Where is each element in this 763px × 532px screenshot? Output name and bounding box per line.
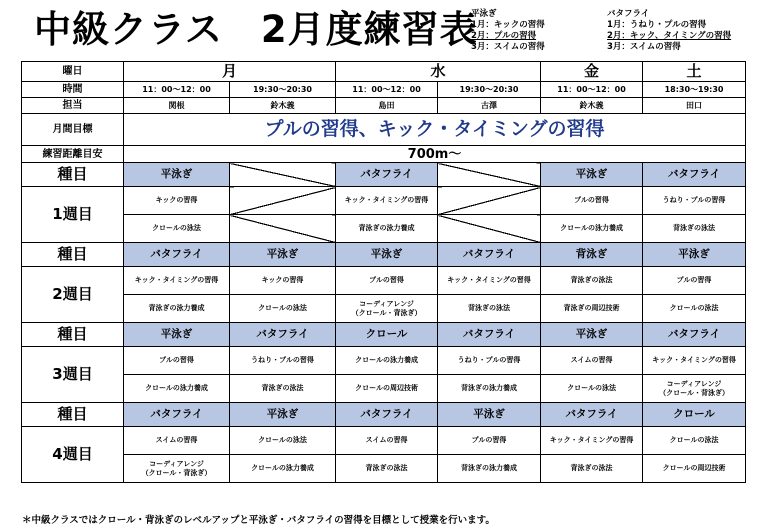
day-saturday: 土: [643, 62, 746, 82]
schedule-table: [21, 61, 746, 483]
practice-cell: クロールの泳力養成: [230, 455, 336, 483]
practice-cell: 背泳ぎの泳力養成: [438, 375, 541, 403]
staff-cell: 田口: [643, 98, 746, 114]
practice-cell: クロールの泳力養成: [124, 375, 230, 403]
practice-cell: 背泳ぎの周辺技術: [541, 295, 643, 323]
practice-cell: 背泳ぎの泳力養成: [438, 455, 541, 483]
practice-cell: キックの習得: [124, 187, 230, 215]
practice-cell: クロールの周辺技術: [336, 375, 438, 403]
stroke-cell: 平泳ぎ: [230, 243, 336, 267]
practice-cell: うねり・プルの習得: [643, 187, 746, 215]
practice-cell: 背泳ぎの泳法: [541, 455, 643, 483]
breaststroke-goals: [471, 9, 545, 53]
practice-cell: クロールの泳力養成: [541, 215, 643, 243]
stroke-cell: バタフライ: [643, 323, 746, 347]
practice-cell: うねり・プルの習得: [230, 347, 336, 375]
practice-cell: 背泳ぎの泳法: [336, 455, 438, 483]
practice-cell: 背泳ぎの泳法: [643, 215, 746, 243]
stroke-cell: バタフライ: [336, 163, 438, 187]
staff-cell: 島田: [336, 98, 438, 114]
practice-cell: キックの習得: [230, 267, 336, 295]
goal-line: 3月：スイムの習得: [607, 42, 681, 52]
goal-line-current: 2月：プルの習得: [471, 31, 537, 41]
stroke-label: 種目: [22, 403, 124, 427]
stroke-cell: バタフライ: [336, 403, 438, 427]
stroke-cell: 平泳ぎ: [124, 163, 230, 187]
practice-cell: クロールの泳法: [230, 427, 336, 455]
practice-cell: クロールの泳法: [230, 295, 336, 323]
practice-cell: 背泳ぎの泳力養成: [124, 295, 230, 323]
practice-cell: コーディアレンジ （クロール・背泳ぎ）: [124, 455, 230, 483]
goal-line: 1月：キックの習得: [471, 20, 545, 30]
time-cell: 19:30～20:30: [438, 82, 541, 98]
practice-cell: キック・タイミングの習得: [643, 347, 746, 375]
stroke-cell: バタフライ: [438, 323, 541, 347]
practice-cell: コーディアレンジ （クロール・背泳ぎ）: [336, 295, 438, 323]
time-cell: 11：00～12：00: [541, 82, 643, 98]
stroke-cell: 背泳ぎ: [541, 243, 643, 267]
stroke-label: 種目: [22, 323, 124, 347]
practice-cell: キック・タイミングの習得: [124, 267, 230, 295]
butterfly-goals: [607, 9, 731, 53]
empty-cell: [230, 163, 336, 187]
practice-cell: 背泳ぎの泳力養成: [336, 215, 438, 243]
practice-cell: コーディアレンジ （クロール・背泳ぎ）: [643, 375, 746, 403]
practice-cell: クロールの泳法: [643, 427, 746, 455]
stroke-cell: クロール: [643, 403, 746, 427]
day-monday: 月: [124, 62, 336, 82]
week-label: 2週目: [22, 267, 124, 323]
staff-cell: 鈴木義: [230, 98, 336, 114]
practice-cell: プルの習得: [336, 267, 438, 295]
staff-cell: 古澤: [438, 98, 541, 114]
time-cell: 19:30～20:30: [230, 82, 336, 98]
distance-label: 練習距離目安: [22, 146, 124, 163]
empty-cell: [230, 215, 336, 243]
practice-cell: スイムの習得: [336, 427, 438, 455]
practice-cell: クロールの泳力養成: [336, 347, 438, 375]
time-cell: 11：00～12：00: [124, 82, 230, 98]
practice-cell: クロールの周辺技術: [643, 455, 746, 483]
stroke-label: 種目: [22, 163, 124, 187]
practice-cell: クロールの泳法: [541, 375, 643, 403]
practice-cell: クロールの泳法: [643, 295, 746, 323]
goal-line: 3月：スイムの習得: [471, 42, 545, 52]
weekday-label: 曜日: [22, 62, 124, 82]
time-label: 時間: [22, 82, 124, 98]
week-label: 4週目: [22, 427, 124, 483]
stroke-cell: バタフライ: [124, 243, 230, 267]
day-wednesday: 水: [336, 62, 541, 82]
goal-line-current: 2月：キック、タイミングの習得: [607, 31, 732, 41]
goal-line: バタフライ: [607, 9, 650, 19]
monthly-goal-label: 月間目標: [22, 114, 124, 146]
empty-cell: [230, 187, 336, 215]
practice-cell: うねり・プルの習得: [438, 347, 541, 375]
stroke-cell: バタフライ: [230, 323, 336, 347]
time-cell: 18:30～19:30: [643, 82, 746, 98]
stroke-cell: クロール: [336, 323, 438, 347]
practice-cell: 背泳ぎの泳法: [438, 295, 541, 323]
staff-cell: 関根: [124, 98, 230, 114]
stroke-cell: 平泳ぎ: [541, 163, 643, 187]
stroke-cell: 平泳ぎ: [643, 243, 746, 267]
week-label: 1週目: [22, 187, 124, 243]
stroke-cell: バタフライ: [643, 163, 746, 187]
page-title: 中級クラス 2月度練習表: [34, 8, 478, 51]
stroke-cell: 平泳ぎ: [541, 323, 643, 347]
practice-cell: 背泳ぎの泳法: [541, 267, 643, 295]
stroke-cell: 平泳ぎ: [336, 243, 438, 267]
staff-label: 担当: [22, 98, 124, 114]
goal-line: 1月：うねり・プルの習得: [607, 20, 707, 30]
time-cell: 11：00～12：00: [336, 82, 438, 98]
monthly-goal: プルの習得、キック・タイミングの習得: [124, 114, 746, 146]
practice-cell: 背泳ぎの泳法: [230, 375, 336, 403]
stroke-label: 種目: [22, 243, 124, 267]
practice-cell: スイムの習得: [541, 347, 643, 375]
stroke-cell: バタフライ: [124, 403, 230, 427]
practice-cell: プルの習得: [438, 427, 541, 455]
goal-line: 平泳ぎ: [471, 9, 497, 19]
stroke-cell: 平泳ぎ: [230, 403, 336, 427]
practice-distance: 700m～: [124, 146, 746, 163]
empty-cell: [438, 163, 541, 187]
practice-cell: キック・タイミングの習得: [438, 267, 541, 295]
week-label: 3週目: [22, 347, 124, 403]
practice-cell: スイムの習得: [124, 427, 230, 455]
stroke-cell: バタフライ: [541, 403, 643, 427]
day-friday: 金: [541, 62, 643, 82]
practice-cell: クロールの泳法: [124, 215, 230, 243]
practice-cell: プルの習得: [541, 187, 643, 215]
footnote: ＊中級クラスではクロール・背泳ぎのレベルアップと平泳ぎ・バタフライの習得を目標として授業を行います。: [22, 515, 495, 526]
stroke-cell: バタフライ: [438, 243, 541, 267]
empty-cell: [438, 187, 541, 215]
practice-cell: キック・タイミングの習得: [336, 187, 438, 215]
empty-cell: [438, 215, 541, 243]
staff-cell: 鈴木義: [541, 98, 643, 114]
practice-cell: プルの習得: [643, 267, 746, 295]
stroke-cell: 平泳ぎ: [438, 403, 541, 427]
practice-cell: キック・タイミングの習得: [541, 427, 643, 455]
stroke-cell: 平泳ぎ: [124, 323, 230, 347]
practice-cell: プルの習得: [124, 347, 230, 375]
